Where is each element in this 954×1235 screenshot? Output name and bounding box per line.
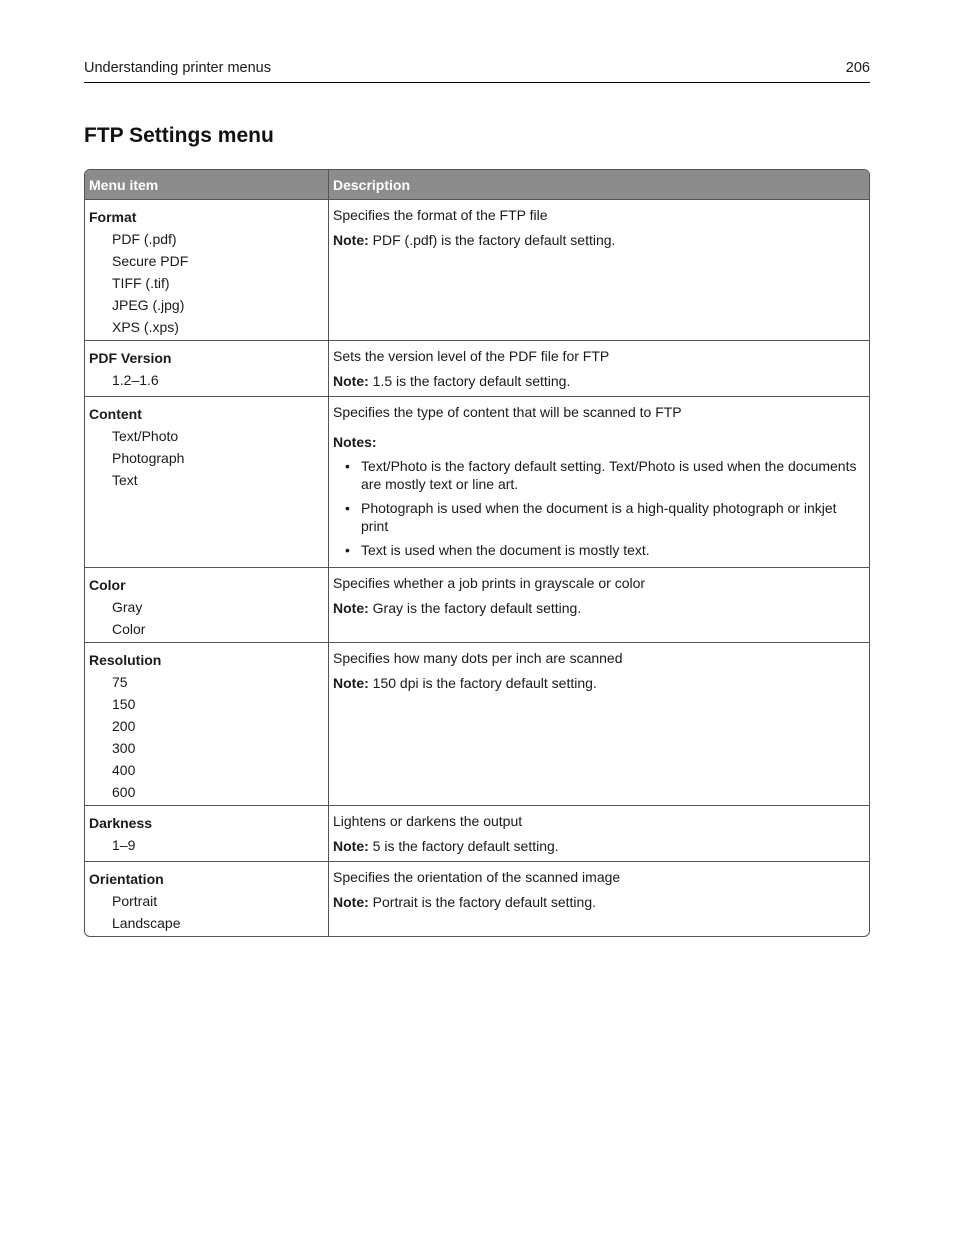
bullet-icon: • <box>345 458 350 474</box>
notes-list <box>333 457 863 559</box>
description-text: Specifies the type of content that will be scanned to FTP <box>333 404 682 420</box>
table-row <box>85 396 869 567</box>
menu-item-option: 300 <box>112 740 136 756</box>
menu-item-name: Darkness <box>89 815 153 831</box>
description-text: Specifies whether a job prints in grayscale or color <box>333 575 646 591</box>
bullet-icon: • <box>345 500 350 516</box>
description-cell <box>329 567 869 642</box>
menu-item-option: 400 <box>112 762 136 778</box>
menu-item-cell <box>85 396 329 567</box>
column-header-menu-item: Menu item <box>85 170 329 199</box>
default-note <box>333 372 863 390</box>
menu-item-option: 75 <box>112 674 128 690</box>
description-text: Specifies the orientation of the scanned image <box>333 869 621 885</box>
description-text: Specifies the format of the FTP file <box>333 207 548 223</box>
menu-item-cell <box>85 340 329 396</box>
table-row <box>85 199 869 340</box>
menu-item-option: Photograph <box>112 450 185 466</box>
list-item <box>333 457 863 493</box>
table-row <box>85 340 869 396</box>
menu-item-option: 1.2–1.6 <box>112 372 159 388</box>
column-header-description: Description <box>329 170 869 199</box>
section-title: Understanding printer menus <box>84 60 271 76</box>
description-cell <box>329 199 869 340</box>
menu-item-name: Resolution <box>89 652 162 668</box>
bullet-text: Photograph is used when the document is a high-quality photograph or inkjet print <box>361 500 837 534</box>
table-header-row <box>85 170 869 199</box>
menu-item-cell <box>85 199 329 340</box>
list-item <box>333 499 863 535</box>
menu-item-option: Landscape <box>112 915 181 931</box>
notes-label: Notes: <box>333 434 377 450</box>
menu-item-cell <box>85 805 329 861</box>
menu-item-name: Format <box>89 209 137 225</box>
note-label: Note: <box>333 232 369 248</box>
note-label: Note: <box>333 894 369 910</box>
ftp-settings-table <box>84 169 870 937</box>
menu-item-name: Orientation <box>89 871 164 887</box>
table-row <box>85 861 869 936</box>
note-text: 1.5 is the factory default setting. <box>372 373 571 389</box>
menu-item-cell <box>85 567 329 642</box>
menu-item-option: Color <box>112 621 146 637</box>
menu-item-option: XPS (.xps) <box>112 319 179 335</box>
menu-item-option: TIFF (.tif) <box>112 275 170 291</box>
list-item <box>333 541 863 559</box>
note-text: 5 is the factory default setting. <box>372 838 559 854</box>
menu-item-option: Secure PDF <box>112 253 189 269</box>
page-number: 206 <box>845 60 870 76</box>
default-note <box>333 231 863 249</box>
description-text: Sets the version level of the PDF file for FTP <box>333 348 610 364</box>
note-label: Note: <box>333 838 369 854</box>
note-text: Gray is the factory default setting. <box>372 600 582 616</box>
page-title: FTP Settings menu <box>84 124 274 147</box>
description-text: Specifies how many dots per inch are scanned <box>333 650 623 666</box>
description-cell <box>329 861 869 936</box>
default-note <box>333 893 863 911</box>
table-row <box>85 567 869 642</box>
description-cell <box>329 642 869 805</box>
description-text: Lightens or darkens the output <box>333 813 523 829</box>
note-text: 150 dpi is the factory default setting. <box>372 675 597 691</box>
note-text: Portrait is the factory default setting. <box>372 894 597 910</box>
description-cell <box>329 805 869 861</box>
menu-item-option: 600 <box>112 784 136 800</box>
running-header <box>84 60 870 83</box>
menu-item-option: Text <box>112 472 138 488</box>
table-row <box>85 805 869 861</box>
note-text: PDF (.pdf) is the factory default setting. <box>372 232 616 248</box>
menu-item-cell <box>85 861 329 936</box>
bullet-icon: • <box>345 542 350 558</box>
bullet-text: Text/Photo is the factory default setting. Text/Photo is used when the documents are mostly text or line art. <box>361 458 857 492</box>
menu-item-option: 200 <box>112 718 136 734</box>
menu-item-cell <box>85 642 329 805</box>
default-note <box>333 837 863 855</box>
bullet-text: Text is used when the document is mostly text. <box>361 542 650 558</box>
default-note <box>333 599 863 617</box>
note-label: Note: <box>333 600 369 616</box>
menu-item-option: PDF (.pdf) <box>112 231 177 247</box>
note-label: Note: <box>333 675 369 691</box>
table-row <box>85 642 869 805</box>
description-cell <box>329 340 869 396</box>
menu-item-option: Gray <box>112 599 143 615</box>
menu-item-option: Portrait <box>112 893 158 909</box>
default-note <box>333 674 863 692</box>
description-cell <box>329 396 869 567</box>
menu-item-name: Color <box>89 577 126 593</box>
menu-item-name: Content <box>89 406 142 422</box>
menu-item-option: Text/Photo <box>112 428 179 444</box>
menu-item-option: JPEG (.jpg) <box>112 297 185 313</box>
menu-item-option: 1–9 <box>112 837 136 853</box>
menu-item-option: 150 <box>112 696 136 712</box>
note-label: Note: <box>333 373 369 389</box>
menu-item-name: PDF Version <box>89 350 172 366</box>
